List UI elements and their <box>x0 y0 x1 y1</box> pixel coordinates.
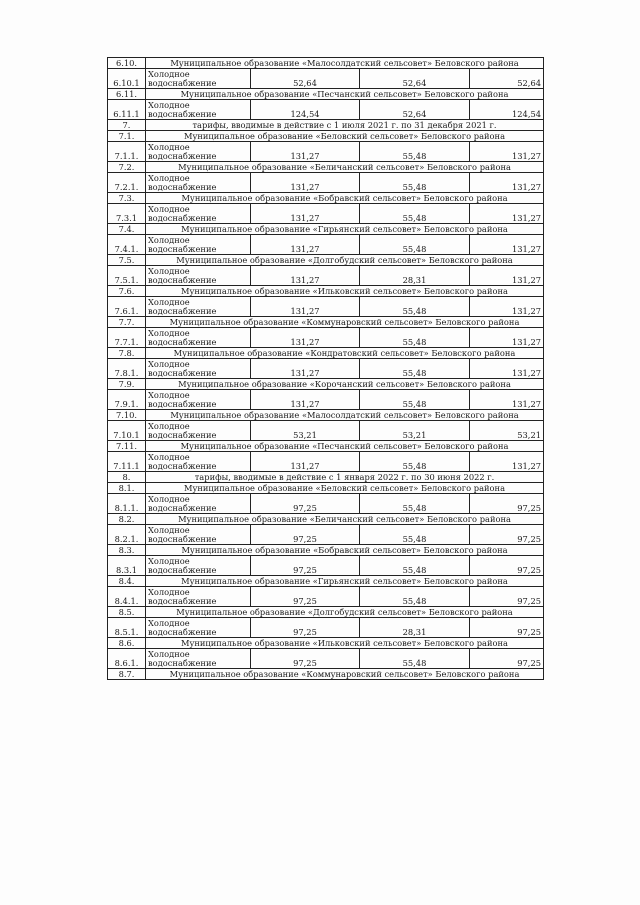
row-number: 7.6. <box>108 286 146 297</box>
service-type: Холодное водоснабжение <box>146 204 251 224</box>
row-number: 8.6. <box>108 638 146 649</box>
row-number: 8.5. <box>108 607 146 618</box>
tariff-value-3: 124,54 <box>470 100 544 120</box>
service-type: Холодное водоснабжение <box>146 649 251 669</box>
tariff-row <box>108 100 544 120</box>
section-header-row <box>108 348 544 359</box>
section-title: Муниципальное образование «Песчанский сельсовет» Беловского района <box>146 89 544 100</box>
row-number: 8.5.1. <box>108 618 146 638</box>
service-type: Холодное водоснабжение <box>146 297 251 317</box>
tariff-row <box>108 173 544 193</box>
tariff-value-2: 55,48 <box>360 297 470 317</box>
tariff-value-3: 97,25 <box>470 494 544 514</box>
tariff-value-2: 52,64 <box>360 69 470 89</box>
tariff-value-2: 55,48 <box>360 390 470 410</box>
tariff-value-1: 124,54 <box>251 100 360 120</box>
row-number: 8.3.1 <box>108 556 146 576</box>
tariff-row <box>108 525 544 545</box>
tariff-value-2: 28,31 <box>360 618 470 638</box>
service-type: Холодное водоснабжение <box>146 69 251 89</box>
tariff-value-2: 55,48 <box>360 173 470 193</box>
section-header-row <box>108 379 544 390</box>
row-number: 7.2. <box>108 162 146 173</box>
service-type: Холодное водоснабжение <box>146 142 251 162</box>
tariff-value-2: 55,48 <box>360 494 470 514</box>
tariff-value-2: 55,48 <box>360 556 470 576</box>
section-header-row <box>108 607 544 618</box>
row-number: 7.4.1. <box>108 235 146 255</box>
tariff-value-2: 28,31 <box>360 266 470 286</box>
tariff-value-1: 131,27 <box>251 297 360 317</box>
tariff-value-1: 97,25 <box>251 556 360 576</box>
row-number: 7.7.1. <box>108 328 146 348</box>
section-title: Муниципальное образование «Бобравский сельсовет» Беловского района <box>146 193 544 204</box>
section-title: Муниципальное образование «Гирьянский сельсовет» Беловского района <box>146 576 544 587</box>
service-type: Холодное водоснабжение <box>146 556 251 576</box>
tariff-value-3: 131,27 <box>470 235 544 255</box>
section-title: Муниципальное образование «Песчанский сельсовет» Беловского района <box>146 441 544 452</box>
tariff-value-1: 97,25 <box>251 525 360 545</box>
row-number: 7.11. <box>108 441 146 452</box>
section-header-row <box>108 193 544 204</box>
row-number: 7.9. <box>108 379 146 390</box>
section-header-row <box>108 472 544 483</box>
tariff-value-3: 131,27 <box>470 173 544 193</box>
section-title: Муниципальное образование «Беловский сельсовет» Беловского района <box>146 483 544 494</box>
tariff-value-1: 131,27 <box>251 142 360 162</box>
section-title: Муниципальное образование «Ильковский сельсовет» Беловского района <box>146 286 544 297</box>
row-number: 7. <box>108 120 146 131</box>
tariff-row <box>108 618 544 638</box>
row-number: 8.7. <box>108 669 146 680</box>
tariff-value-1: 131,27 <box>251 452 360 472</box>
row-number: 7.10. <box>108 410 146 421</box>
service-type: Холодное водоснабжение <box>146 587 251 607</box>
tariff-row <box>108 494 544 514</box>
tariff-table <box>107 57 544 680</box>
tariff-row <box>108 421 544 441</box>
tariff-value-3: 131,27 <box>470 452 544 472</box>
service-type: Холодное водоснабжение <box>146 100 251 120</box>
tariff-value-1: 131,27 <box>251 390 360 410</box>
tariff-row <box>108 649 544 669</box>
tariff-value-3: 131,27 <box>470 359 544 379</box>
tariff-value-1: 131,27 <box>251 359 360 379</box>
row-number: 6.11. <box>108 89 146 100</box>
row-number: 7.4. <box>108 224 146 235</box>
tariff-row <box>108 328 544 348</box>
section-title: Муниципальное образование «Ильковский сельсовет» Беловского района <box>146 638 544 649</box>
tariff-value-3: 131,27 <box>470 266 544 286</box>
tariff-row <box>108 297 544 317</box>
row-number: 8.2.1. <box>108 525 146 545</box>
tariff-value-2: 55,48 <box>360 328 470 348</box>
service-type: Холодное водоснабжение <box>146 525 251 545</box>
tariff-value-1: 131,27 <box>251 328 360 348</box>
section-title: Муниципальное образование «Корочанский сельсовет» Беловского района <box>146 379 544 390</box>
tariff-value-1: 131,27 <box>251 235 360 255</box>
section-header-row <box>108 410 544 421</box>
section-title: тарифы, вводимые в действие с 1 июля 2021 г. по 31 декабря 2021 г. <box>146 120 544 131</box>
service-type: Холодное водоснабжение <box>146 390 251 410</box>
tariff-value-1: 131,27 <box>251 266 360 286</box>
section-header-row <box>108 224 544 235</box>
section-title: Муниципальное образование «Малосолдатский сельсовет» Беловского района <box>146 58 544 69</box>
tariff-value-3: 97,25 <box>470 525 544 545</box>
tariff-row <box>108 452 544 472</box>
row-number: 8. <box>108 472 146 483</box>
tariff-table-body <box>108 58 544 680</box>
row-number: 7.5.1. <box>108 266 146 286</box>
tariff-value-2: 55,48 <box>360 587 470 607</box>
row-number: 7.11.1 <box>108 452 146 472</box>
section-title: Муниципальное образование «Долгобудский сельсовет» Беловского района <box>146 607 544 618</box>
row-number: 7.5. <box>108 255 146 266</box>
section-title: Муниципальное образование «Беловский сельсовет» Беловского района <box>146 131 544 142</box>
tariff-value-1: 131,27 <box>251 173 360 193</box>
tariff-value-2: 55,48 <box>360 452 470 472</box>
section-title: Муниципальное образование «Долгобудский сельсовет» Беловского района <box>146 255 544 266</box>
tariff-row <box>108 390 544 410</box>
row-number: 7.2.1. <box>108 173 146 193</box>
service-type: Холодное водоснабжение <box>146 359 251 379</box>
service-type: Холодное водоснабжение <box>146 494 251 514</box>
row-number: 7.8. <box>108 348 146 359</box>
row-number: 7.1.1. <box>108 142 146 162</box>
tariff-value-3: 131,27 <box>470 297 544 317</box>
row-number: 6.11.1 <box>108 100 146 120</box>
section-header-row <box>108 58 544 69</box>
tariff-value-1: 97,25 <box>251 649 360 669</box>
row-number: 7.9.1. <box>108 390 146 410</box>
section-header-row <box>108 483 544 494</box>
row-number: 8.1.1. <box>108 494 146 514</box>
service-type: Холодное водоснабжение <box>146 452 251 472</box>
row-number: 7.6.1. <box>108 297 146 317</box>
tariff-value-3: 131,27 <box>470 204 544 224</box>
section-header-row <box>108 317 544 328</box>
section-title: Муниципальное образование «Гирьянский сельсовет» Беловского района <box>146 224 544 235</box>
section-title: Муниципальное образование «Беличанский сельсовет» Беловского района <box>146 514 544 525</box>
row-number: 7.1. <box>108 131 146 142</box>
tariff-row <box>108 69 544 89</box>
section-header-row <box>108 255 544 266</box>
service-type: Холодное водоснабжение <box>146 266 251 286</box>
row-number: 8.2. <box>108 514 146 525</box>
row-number: 8.6.1. <box>108 649 146 669</box>
tariff-row <box>108 204 544 224</box>
tariff-value-3: 131,27 <box>470 390 544 410</box>
tariff-row <box>108 142 544 162</box>
section-title: Муниципальное образование «Малосолдатский сельсовет» Беловского района <box>146 410 544 421</box>
tariff-value-1: 52,64 <box>251 69 360 89</box>
row-number: 8.4.1. <box>108 587 146 607</box>
section-title: Муниципальное образование «Коммунаровский сельсовет» Беловского района <box>146 317 544 328</box>
section-title: Муниципальное образование «Беличанский сельсовет» Беловского района <box>146 162 544 173</box>
row-number: 7.8.1. <box>108 359 146 379</box>
section-title: Муниципальное образование «Коммунаровский сельсовет» Беловского района <box>146 669 544 680</box>
service-type: Холодное водоснабжение <box>146 173 251 193</box>
tariff-value-3: 97,25 <box>470 587 544 607</box>
tariff-value-2: 53,21 <box>360 421 470 441</box>
tariff-value-2: 55,48 <box>360 649 470 669</box>
section-header-row <box>108 286 544 297</box>
tariff-value-1: 97,25 <box>251 618 360 638</box>
tariff-value-1: 53,21 <box>251 421 360 441</box>
tariff-value-3: 97,25 <box>470 556 544 576</box>
tariff-value-3: 97,25 <box>470 618 544 638</box>
tariff-value-3: 97,25 <box>470 649 544 669</box>
tariff-row <box>108 235 544 255</box>
section-header-row <box>108 120 544 131</box>
section-header-row <box>108 131 544 142</box>
tariff-value-1: 97,25 <box>251 587 360 607</box>
tariff-value-2: 52,64 <box>360 100 470 120</box>
tariff-value-1: 131,27 <box>251 204 360 224</box>
tariff-value-2: 55,48 <box>360 142 470 162</box>
tariff-value-3: 131,27 <box>470 328 544 348</box>
tariff-value-2: 55,48 <box>360 204 470 224</box>
row-number: 7.3.1 <box>108 204 146 224</box>
tariff-value-2: 55,48 <box>360 359 470 379</box>
section-header-row <box>108 514 544 525</box>
tariff-row <box>108 359 544 379</box>
row-number: 7.10.1 <box>108 421 146 441</box>
tariff-row <box>108 587 544 607</box>
tariff-value-3: 53,21 <box>470 421 544 441</box>
section-header-row <box>108 638 544 649</box>
row-number: 6.10. <box>108 58 146 69</box>
tariff-value-3: 131,27 <box>470 142 544 162</box>
section-header-row <box>108 162 544 173</box>
service-type: Холодное водоснабжение <box>146 235 251 255</box>
section-header-row <box>108 545 544 556</box>
section-header-row <box>108 441 544 452</box>
tariff-row <box>108 556 544 576</box>
tariff-value-2: 55,48 <box>360 525 470 545</box>
service-type: Холодное водоснабжение <box>146 618 251 638</box>
tariff-row <box>108 266 544 286</box>
row-number: 8.1. <box>108 483 146 494</box>
row-number: 6.10.1 <box>108 69 146 89</box>
section-header-row <box>108 89 544 100</box>
row-number: 7.7. <box>108 317 146 328</box>
row-number: 8.4. <box>108 576 146 587</box>
service-type: Холодное водоснабжение <box>146 421 251 441</box>
section-header-row <box>108 576 544 587</box>
row-number: 8.3. <box>108 545 146 556</box>
tariff-value-2: 55,48 <box>360 235 470 255</box>
service-type: Холодное водоснабжение <box>146 328 251 348</box>
tariff-value-1: 97,25 <box>251 494 360 514</box>
section-title: Муниципальное образование «Кондратовский сельсовет» Беловского района <box>146 348 544 359</box>
row-number: 7.3. <box>108 193 146 204</box>
tariff-value-3: 52,64 <box>470 69 544 89</box>
section-header-row <box>108 669 544 680</box>
section-title: Муниципальное образование «Бобравский сельсовет» Беловского района <box>146 545 544 556</box>
section-title: тарифы, вводимые в действие с 1 января 2022 г. по 30 июня 2022 г. <box>146 472 544 483</box>
